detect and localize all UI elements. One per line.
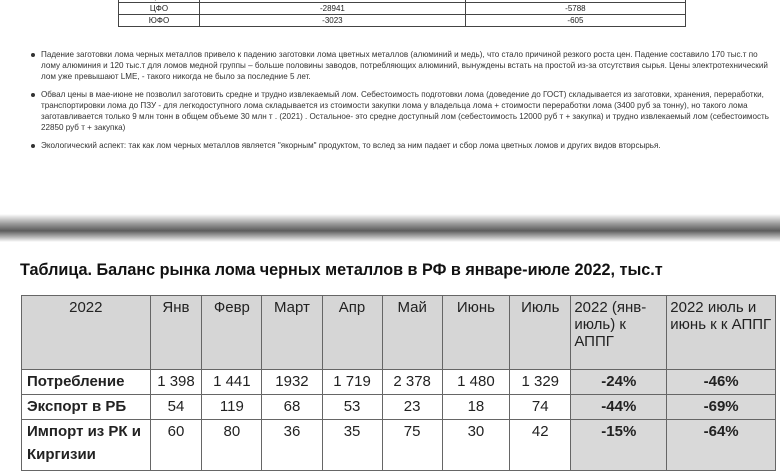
value-cell: 30 bbox=[442, 420, 509, 471]
value-cell: 18 bbox=[442, 395, 509, 420]
col-header-feb: Февр bbox=[202, 296, 262, 370]
value-cell: 1 398 bbox=[150, 370, 202, 395]
value-cell: 74 bbox=[510, 395, 571, 420]
bullet-item: Экологический аспект: так как лом черных металлов является "якорным" продуктом, то вслед за ним падает и сбор лома цветных ломов и других видов вторсырья. bbox=[30, 140, 775, 151]
value-cell: 1 480 bbox=[442, 370, 509, 395]
bullet-list bbox=[30, 49, 775, 158]
value-cell: -3023 bbox=[200, 15, 466, 27]
slide-divider bbox=[0, 214, 780, 242]
table-row bbox=[119, 3, 686, 15]
ytd-change-cell: -15% bbox=[571, 420, 667, 471]
junjul-change-cell: -46% bbox=[667, 370, 776, 395]
value-cell: 53 bbox=[322, 395, 382, 420]
value-cell: 23 bbox=[382, 395, 442, 420]
bullet-item: Обвал цены в мае-июне не позволил заготовить средне и трудно извлекаемый лом. Себестоимость подготовки лома (доведение до ГОСТ) складывается из заготовки, хранения, переработки, транспортировки лома до ПЗУ - для легкодоступного лома складывается из стоимости закупки лома у владельца лома + стоимости переработки лома (3400 руб за тонну), но такого лома заготавливается только 9 млн тонн в общем объеме 30 млн т . (2021) . Остальное- это средне доступный лом (себестоимость 12000 руб т + закупка) и трудно извлекаемый лом (себестоимость 22850 руб т + закупка) bbox=[30, 89, 775, 133]
balance-table bbox=[21, 295, 776, 471]
value-cell: -5788 bbox=[465, 3, 685, 15]
ytd-change-cell: -24% bbox=[571, 370, 667, 395]
region-table bbox=[118, 0, 686, 27]
region-cell: ЦФО bbox=[119, 3, 200, 15]
value-cell: -605 bbox=[465, 15, 685, 27]
col-header-may: Май bbox=[382, 296, 442, 370]
header-row bbox=[22, 296, 776, 370]
value-cell: 2 378 bbox=[382, 370, 442, 395]
table-row bbox=[119, 15, 686, 27]
value-cell: 60 bbox=[150, 420, 202, 471]
lower-slide bbox=[0, 242, 780, 470]
value-cell: 36 bbox=[262, 420, 322, 471]
col-header-apr: Апр bbox=[322, 296, 382, 370]
col-header-ytd-change: 2022 (янв-июль) к АППГ bbox=[571, 296, 667, 370]
col-header-jul: Июль bbox=[510, 296, 571, 370]
value-cell: 1 441 bbox=[202, 370, 262, 395]
value-cell: 68 bbox=[262, 395, 322, 420]
value-cell: 75 bbox=[382, 420, 442, 471]
col-header-jan: Янв bbox=[150, 296, 202, 370]
col-header-mar: Март bbox=[262, 296, 322, 370]
table-row-export bbox=[22, 395, 776, 420]
region-cell: ЮФО bbox=[119, 15, 200, 27]
bullet-item: Падение заготовки лома черных металлов привело к падению заготовки лома цветных металлов (алюминий и медь), что стало причиной резкого роста цен. Падение составило 170 тыс.т по лому алюминия и 120 тыс.т для ломов медной группы – больше половины заводов, потребляющих алюминий, вынуждены встать на простой из-за отсутствия сырья. Цены электротехнический лом уже превышают LME, - такого никогда не было за последние 5 лет. bbox=[30, 49, 775, 82]
junjul-change-cell: -64% bbox=[667, 420, 776, 471]
value-cell: 35 bbox=[322, 420, 382, 471]
col-header-year: 2022 bbox=[22, 296, 151, 370]
value-cell: 42 bbox=[510, 420, 571, 471]
value-cell: 1 719 bbox=[322, 370, 382, 395]
junjul-change-cell: -69% bbox=[667, 395, 776, 420]
value-cell: 1 329 bbox=[510, 370, 571, 395]
row-label: Потребление bbox=[22, 370, 151, 395]
value-cell: 119 bbox=[202, 395, 262, 420]
table-caption: Таблица. Баланс рынка лома черных металлов в РФ в январе-июле 2022, тыс.т bbox=[20, 261, 663, 279]
row-label: Экспорт в РБ bbox=[22, 395, 151, 420]
ytd-change-cell: -44% bbox=[571, 395, 667, 420]
value-cell: 54 bbox=[150, 395, 202, 420]
value-cell: 1932 bbox=[262, 370, 322, 395]
table-row-import bbox=[22, 420, 776, 471]
col-header-junjul-change: 2022 июль и июнь к к АППГ bbox=[667, 296, 776, 370]
value-cell: 80 bbox=[202, 420, 262, 471]
value-cell: -28941 bbox=[200, 3, 466, 15]
col-header-jun: Июнь bbox=[442, 296, 509, 370]
upper-slide bbox=[0, 0, 780, 214]
row-label: Импорт из РК и Киргизии bbox=[22, 420, 151, 471]
table-row-consumption bbox=[22, 370, 776, 395]
